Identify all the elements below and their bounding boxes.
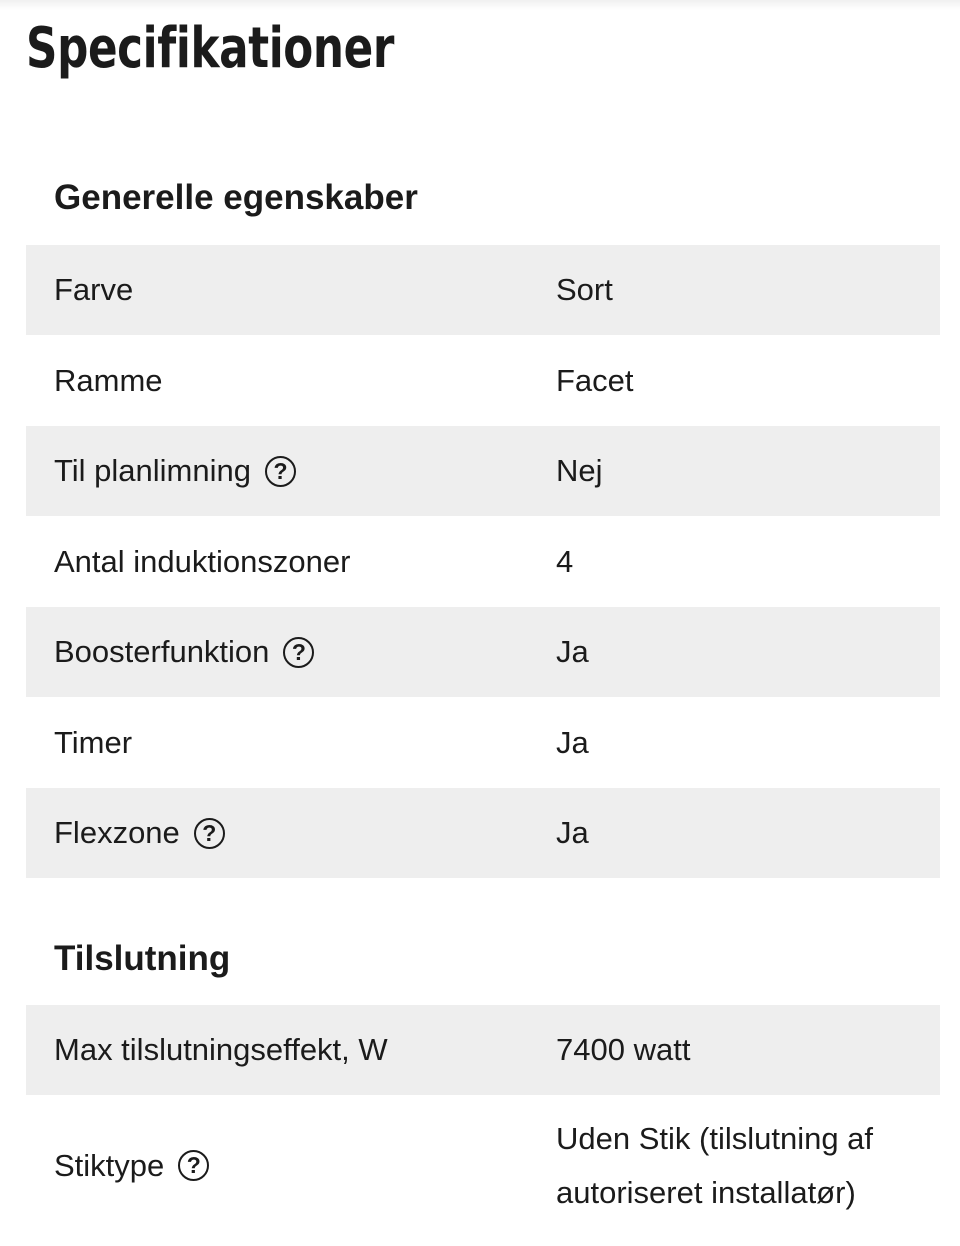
spec-value: Ja: [556, 724, 589, 760]
spec-value: 7400 watt: [556, 1032, 691, 1067]
spec-row-farve: [26, 245, 940, 335]
help-icon[interactable]: ?: [265, 456, 296, 487]
help-icon[interactable]: ?: [194, 818, 225, 849]
spec-row-stiktype: [26, 1095, 940, 1236]
spec-row-tilslutningseffekt: [26, 1005, 940, 1095]
spec-label: Flexzone ?: [54, 815, 225, 851]
spec-value: Facet: [556, 362, 634, 398]
spec-row-flexzone: [26, 788, 940, 878]
spec-label: Ramme: [54, 362, 163, 398]
spec-value: Ja: [556, 815, 589, 850]
spec-table-tilslutning: [26, 1005, 940, 1236]
spec-label: Til planlimning ?: [54, 453, 296, 489]
section-title-tilslutning: Tilslutning: [54, 939, 231, 978]
help-icon[interactable]: ?: [283, 637, 314, 668]
spec-value: 4: [556, 543, 574, 579]
help-icon[interactable]: ?: [178, 1150, 209, 1181]
spec-label: Boosterfunktion ?: [54, 634, 314, 670]
spec-label: Farve: [54, 272, 134, 307]
spec-value: Sort: [556, 272, 613, 307]
page-title: Specifikationer: [26, 16, 394, 81]
section-title-general: Generelle egenskaber: [54, 178, 418, 217]
spec-label: Max tilslutningseffekt, W: [54, 1032, 388, 1067]
spec-value: Ja: [556, 634, 589, 669]
header-shadow: [0, 0, 960, 10]
spec-row-planlimning: [26, 426, 940, 516]
spec-value: Nej: [556, 453, 603, 488]
spec-row-boosterfunktion: [26, 607, 940, 697]
spec-label: Antal induktionszoner: [54, 543, 351, 579]
spec-value: Uden Stik (tilslutning af autoriseret installatør): [556, 1120, 874, 1210]
spec-row-ramme: [26, 335, 940, 426]
spec-row-timer: [26, 697, 940, 788]
spec-label: Stiktype ?: [54, 1148, 209, 1184]
spec-table-general: [26, 245, 940, 878]
spec-label: Timer: [54, 724, 133, 760]
spec-row-induktionszoner: [26, 516, 940, 607]
